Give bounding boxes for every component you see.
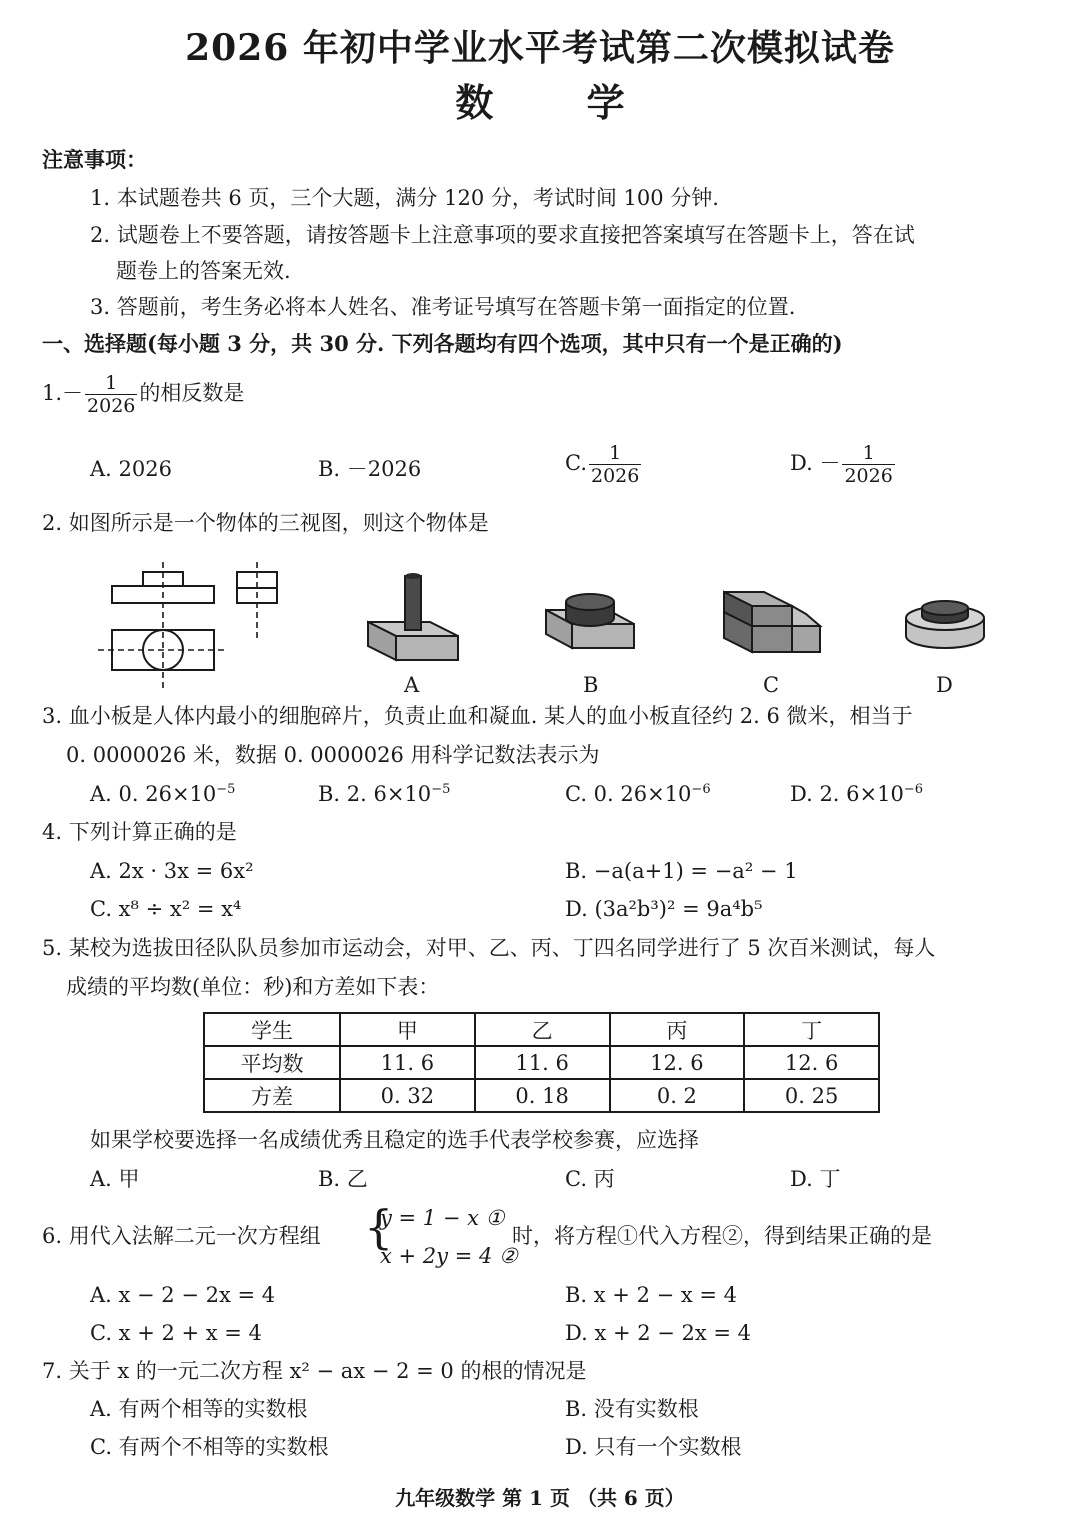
q3-a-exp: −5 — [216, 782, 236, 797]
q1-d-label: D. － — [790, 451, 841, 475]
table-header-cell: 丙 — [610, 1013, 745, 1046]
score-table — [203, 1012, 880, 1113]
q6-option-d: D. x + 2 − 2x = 4 — [565, 1321, 752, 1345]
solid-d-icon — [900, 596, 990, 660]
notice-item-3: 3. 答题前，考生务必将本人姓名、准考证号填写在答题卡第一面指定的位置. — [90, 295, 796, 319]
table-cell: 0. 25 — [744, 1079, 879, 1112]
q7-option-a: A. 有两个相等的实数根 — [90, 1397, 308, 1421]
q3-option-a — [90, 780, 235, 808]
equation-brace: { — [364, 1200, 394, 1254]
solid-c-label: C — [763, 673, 780, 697]
table-header-cell: 丁 — [744, 1013, 879, 1046]
three-view-diagram — [96, 560, 286, 690]
table-cell: 12. 6 — [744, 1046, 879, 1079]
q1-option-c — [565, 442, 643, 487]
notice-item-2-cont: 题卷上的答案无效. — [116, 259, 291, 283]
table-header-cell: 乙 — [475, 1013, 610, 1046]
q1-number: 1. — [42, 381, 63, 405]
solid-c-icon — [720, 578, 824, 668]
table-cell: 平均数 — [204, 1046, 340, 1079]
section1-heading: 一、选择题(每小题 3 分，共 30 分. 下列各题均有四个选项，其中只有一个是正确的) — [42, 331, 843, 356]
table-cell: 0. 2 — [610, 1079, 745, 1112]
q1-option-a: A. 2026 — [90, 457, 172, 481]
q1-fraction — [85, 372, 137, 417]
q1-frac-den: 2026 — [87, 395, 136, 417]
question-5-line2: 成绩的平均数(单位：秒)和方差如下表： — [66, 975, 440, 999]
solid-a-label: A — [404, 673, 420, 697]
q1-d-den: 2026 — [844, 465, 893, 487]
q3-c-exp: −6 — [691, 782, 711, 797]
table-cell: 0. 18 — [475, 1079, 610, 1112]
table-cell: 方差 — [204, 1079, 340, 1112]
table-cell: 0. 32 — [340, 1079, 475, 1112]
q3-b-text: B. 2. 6×10 — [318, 782, 432, 806]
table-header-cell: 学生 — [204, 1013, 340, 1046]
q3-c-text: C. 0. 26×10 — [565, 782, 692, 806]
table-cell: 12. 6 — [610, 1046, 745, 1079]
question-7-stem: 7. 关于 x 的一元二次方程 x² − ax − 2 = 0 的根的情况是 — [42, 1359, 587, 1383]
q1-c-fraction — [589, 442, 641, 487]
q3-d-exp: −6 — [903, 782, 924, 797]
solid-a-icon — [360, 570, 464, 665]
exam-title: 2026 年初中学业水平考试第二次模拟试卷 — [185, 27, 895, 69]
q4-option-b: B. −a(a+1) = −a² − 1 — [565, 859, 798, 883]
q5-option-c: C. 丙 — [565, 1167, 615, 1191]
question-6-lead: 6. 用代入法解二元一次方程组 — [42, 1224, 321, 1248]
q7-option-c: C. 有两个不相等的实数根 — [90, 1435, 329, 1459]
q3-a-text: A. 0. 26×10 — [90, 782, 217, 806]
question-3-line2: 0. 0000026 米，数据 0. 0000026 用科学记数法表示为 — [66, 743, 600, 767]
q5-option-b: B. 乙 — [318, 1167, 368, 1191]
q4-option-d: D. (3a²b³)² = 9a⁴b⁵ — [565, 897, 763, 921]
notice-item-2: 2. 试题卷上不要答题，请按答题卡上注意事项的要求直接把答案填写在答题卡上，答在试 — [90, 223, 915, 247]
table-header-row — [204, 1013, 879, 1046]
question-6-tail: 时，将方程①代入方程②，得到结果正确的是 — [512, 1224, 932, 1248]
q5-followup: 如果学校要选择一名成绩优秀且稳定的选手代表学校参赛，应选择 — [90, 1128, 699, 1152]
table-cell: 11. 6 — [475, 1046, 610, 1079]
table-row — [204, 1046, 879, 1079]
q1-c-label: C. — [565, 451, 587, 475]
q6-equation-2: x + 2y = 4 ② — [380, 1244, 518, 1268]
solid-b-label: B — [583, 673, 599, 697]
solid-b-icon — [540, 584, 640, 664]
question-2-stem: 2. 如图所示是一个物体的三视图，则这个物体是 — [42, 511, 489, 535]
q4-option-c: C. x⁸ ÷ x² = x⁴ — [90, 897, 242, 921]
q3-b-exp: −5 — [431, 782, 451, 797]
q5-option-d: D. 丁 — [790, 1167, 841, 1191]
q7-option-d: D. 只有一个实数根 — [565, 1435, 742, 1459]
q1-option-d — [790, 442, 897, 487]
question-1-stem — [42, 372, 244, 417]
q1-option-b: B. －2026 — [318, 457, 422, 481]
q7-option-b: B. 没有实数根 — [565, 1397, 699, 1421]
q4-option-a: A. 2x · 3x = 6x² — [90, 859, 254, 883]
notice-heading: 注意事项： — [42, 147, 147, 172]
q6-option-c: C. x + 2 + x = 4 — [90, 1321, 262, 1345]
q3-option-d — [790, 780, 923, 808]
table-header-cell: 甲 — [340, 1013, 475, 1046]
q1-stem-tail: 的相反数是 — [139, 381, 245, 405]
table-row — [204, 1079, 879, 1112]
q1-d-fraction — [842, 442, 894, 487]
q1-sign: － — [62, 381, 84, 405]
question-4-stem: 4. 下列计算正确的是 — [42, 820, 237, 844]
question-3-line1: 3. 血小板是人体内最小的细胞碎片，负责止血和凝血. 某人的血小板直径约 2. 6 微米，相当于 — [42, 704, 913, 728]
q3-option-b — [318, 780, 450, 808]
q6-option-b: B. x + 2 − x = 4 — [565, 1283, 738, 1307]
q1-frac-num: 1 — [85, 372, 137, 395]
solid-d-label: D — [936, 673, 953, 697]
q6-equation-1: y = 1 − x ① — [380, 1206, 505, 1230]
q1-c-num: 1 — [589, 442, 641, 465]
q5-option-a: A. 甲 — [90, 1167, 140, 1191]
page-footer: 九年级数学 第 1 页 （共 6 页） — [395, 1486, 685, 1510]
q6-option-a: A. x − 2 − 2x = 4 — [90, 1283, 276, 1307]
q3-d-text: D. 2. 6×10 — [790, 782, 904, 806]
notice-item-1: 1. 本试题卷共 6 页，三个大题，满分 120 分，考试时间 100 分钟. — [90, 186, 719, 210]
q1-c-den: 2026 — [591, 465, 640, 487]
q3-option-c — [565, 780, 711, 808]
question-5-line1: 5. 某校为选拔田径队队员参加市运动会，对甲、乙、丙、丁四名同学进行了 5 次百米测试，每人 — [42, 936, 936, 960]
subject-title: 数 学 — [455, 80, 665, 125]
table-cell: 11. 6 — [340, 1046, 475, 1079]
q1-d-num: 1 — [842, 442, 894, 465]
